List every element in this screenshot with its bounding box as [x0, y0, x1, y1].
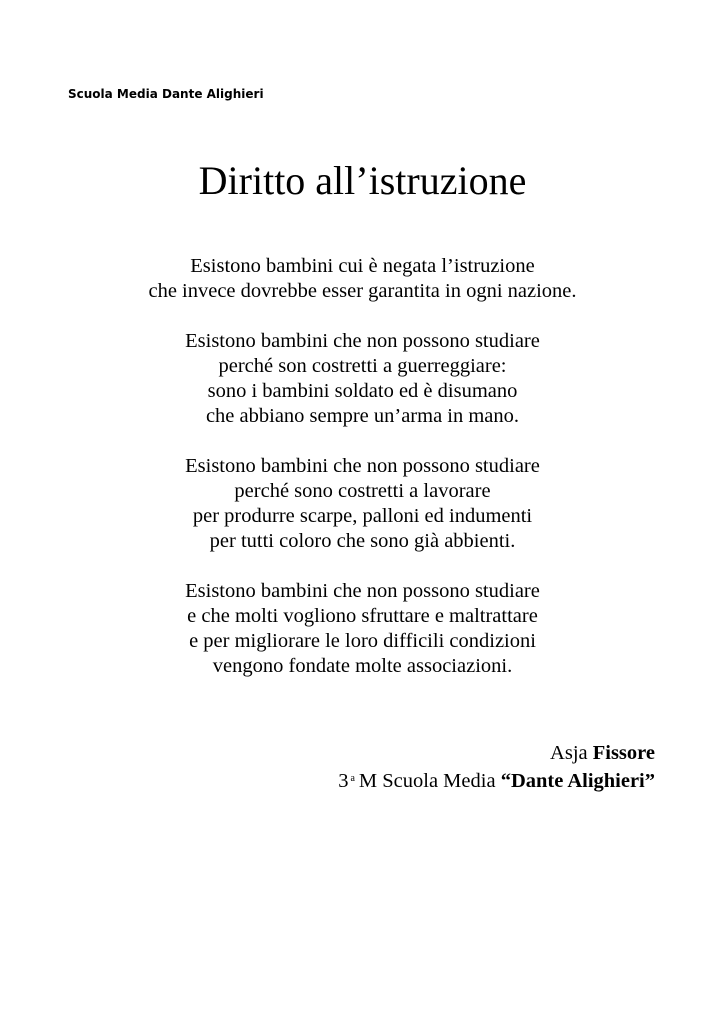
author-last-name: Fissore [592, 742, 655, 764]
poem-line: e che molti vogliono sfruttare e maltrattare [187, 605, 538, 627]
stanza-3 [0, 454, 725, 554]
poem-line: Esistono bambini che non possono studiare [185, 330, 540, 352]
stanza-1 [0, 254, 725, 304]
poem-line: Esistono bambini cui è negata l’istruzione [190, 255, 535, 277]
school-name: “Dante Alighieri” [500, 770, 655, 792]
signature [338, 741, 655, 794]
poem-line: per produrre scarpe, palloni ed indumenti [192, 505, 533, 527]
class-line [338, 766, 655, 794]
poem-line: e per migliorare le loro difficili condizioni [189, 630, 536, 652]
stanza-4 [0, 579, 725, 679]
class-superscript: a [350, 773, 355, 784]
poem-line: per tutti coloro che sono già abbienti. [209, 530, 516, 552]
poem [0, 254, 725, 704]
poem-line: Esistono bambini che non possono studiare [185, 580, 540, 602]
stanza-2 [0, 329, 725, 429]
class-rest: M Scuola Media [358, 770, 496, 792]
author-first-name: Asja [550, 742, 588, 764]
poem-line: che invece dovrebbe esser garantita in ogni nazione. [148, 280, 577, 302]
school-header: Scuola Media Dante Alighieri [68, 87, 264, 101]
poem-line: perché sono costretti a lavorare [234, 480, 491, 502]
page-title: Diritto all’istruzione [198, 158, 527, 203]
class-number: 3 [338, 770, 349, 792]
poem-line: vengono fondate molte associazioni. [212, 655, 513, 677]
poem-line: perché son costretti a guerreggiare: [218, 355, 507, 377]
poem-line: sono i bambini soldato ed è disumano [207, 380, 518, 402]
author-line [338, 741, 655, 766]
poem-line: Esistono bambini che non possono studiare [185, 455, 540, 477]
poem-line: che abbiano sempre un’arma in mano. [205, 405, 520, 427]
